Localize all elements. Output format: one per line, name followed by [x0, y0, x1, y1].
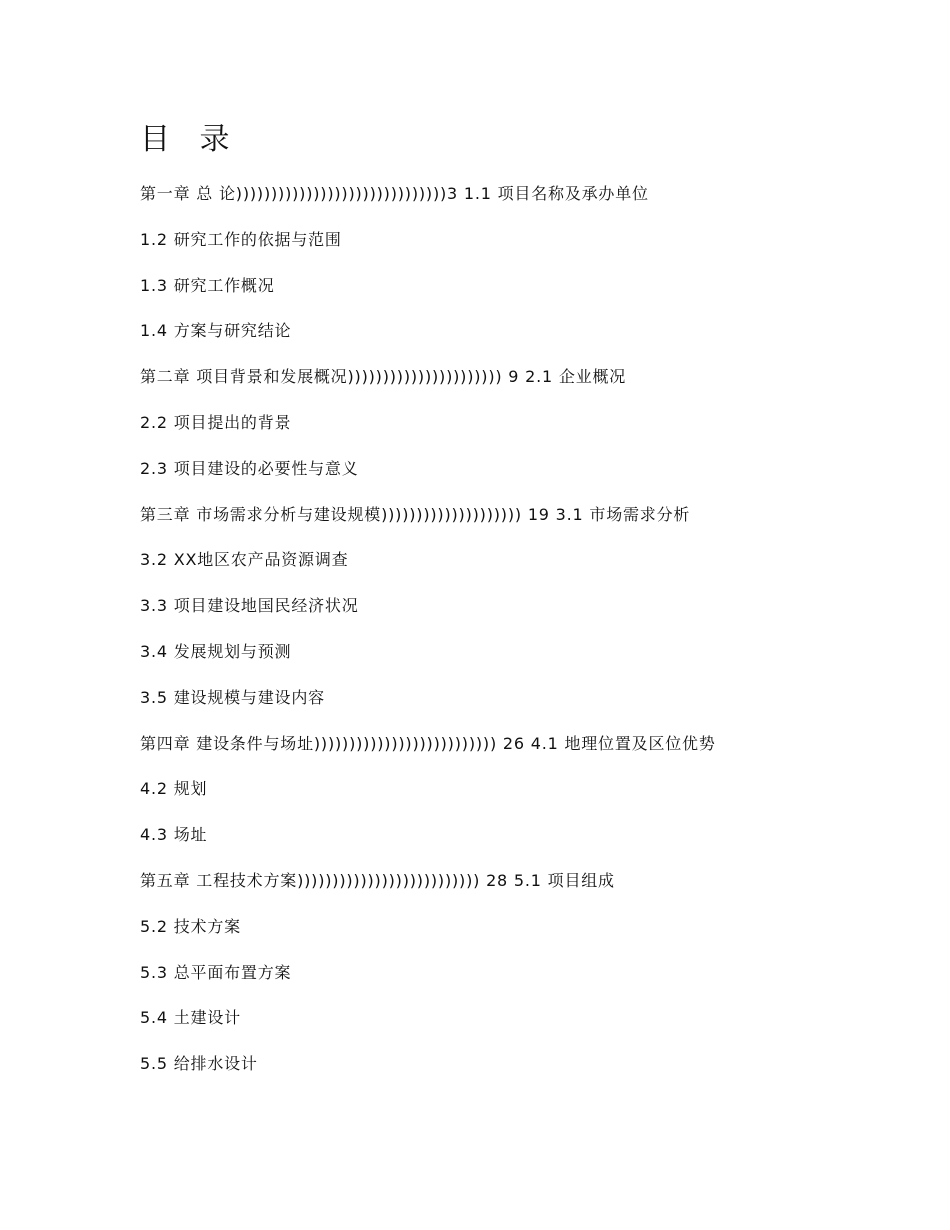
- toc-entry: 3.2 XX地区农产品资源调查: [140, 550, 349, 570]
- toc-list: [140, 182, 716, 1098]
- toc-entry: 第一章 总 论))))))))))))))))))))))))))))))3 1.1 项目名称及承办单位: [140, 184, 649, 203]
- toc-entry: 5.2 技术方案: [140, 916, 241, 936]
- toc-entry: 1.2 研究工作的依据与范围: [140, 229, 342, 249]
- toc-entry: 4.3 场址: [140, 825, 208, 845]
- toc-entry: 2.2 项目提出的背景: [140, 412, 292, 432]
- toc-entry: 5.3 总平面布置方案: [140, 962, 292, 982]
- toc-entry: 第三章 市场需求分析与建设规模)))))))))))))))))))) 19 3.1 市场需求分析: [140, 504, 691, 524]
- toc-entry: 第四章 建设条件与场址)))))))))))))))))))))))))) 26 4.1 地理位置及区位优势: [140, 733, 716, 753]
- toc-entry: 第二章 项目背景和发展概况)))))))))))))))))))))) 9 2.1 企业概况: [140, 367, 627, 387]
- toc-title: 目 录: [140, 122, 240, 157]
- toc-entry: 5.5 给排水设计: [140, 1054, 258, 1074]
- toc-entry: 3.3 项目建设地国民经济状况: [140, 596, 359, 616]
- toc-entry: 1.3 研究工作概况: [140, 275, 275, 295]
- toc-entry: 3.5 建设规模与建设内容: [140, 687, 325, 707]
- toc-entry: 5.4 土建设计: [140, 1008, 241, 1028]
- toc-entry: 4.2 规划: [140, 779, 208, 799]
- toc-entry: 1.4 方案与研究结论: [140, 321, 292, 341]
- toc-entry: 3.4 发展规划与预测: [140, 641, 292, 661]
- toc-entry: 2.3 项目建设的必要性与意义: [140, 458, 359, 478]
- toc-entry: 第五章 工程技术方案)))))))))))))))))))))))))) 28 5.1 项目组成: [140, 870, 615, 890]
